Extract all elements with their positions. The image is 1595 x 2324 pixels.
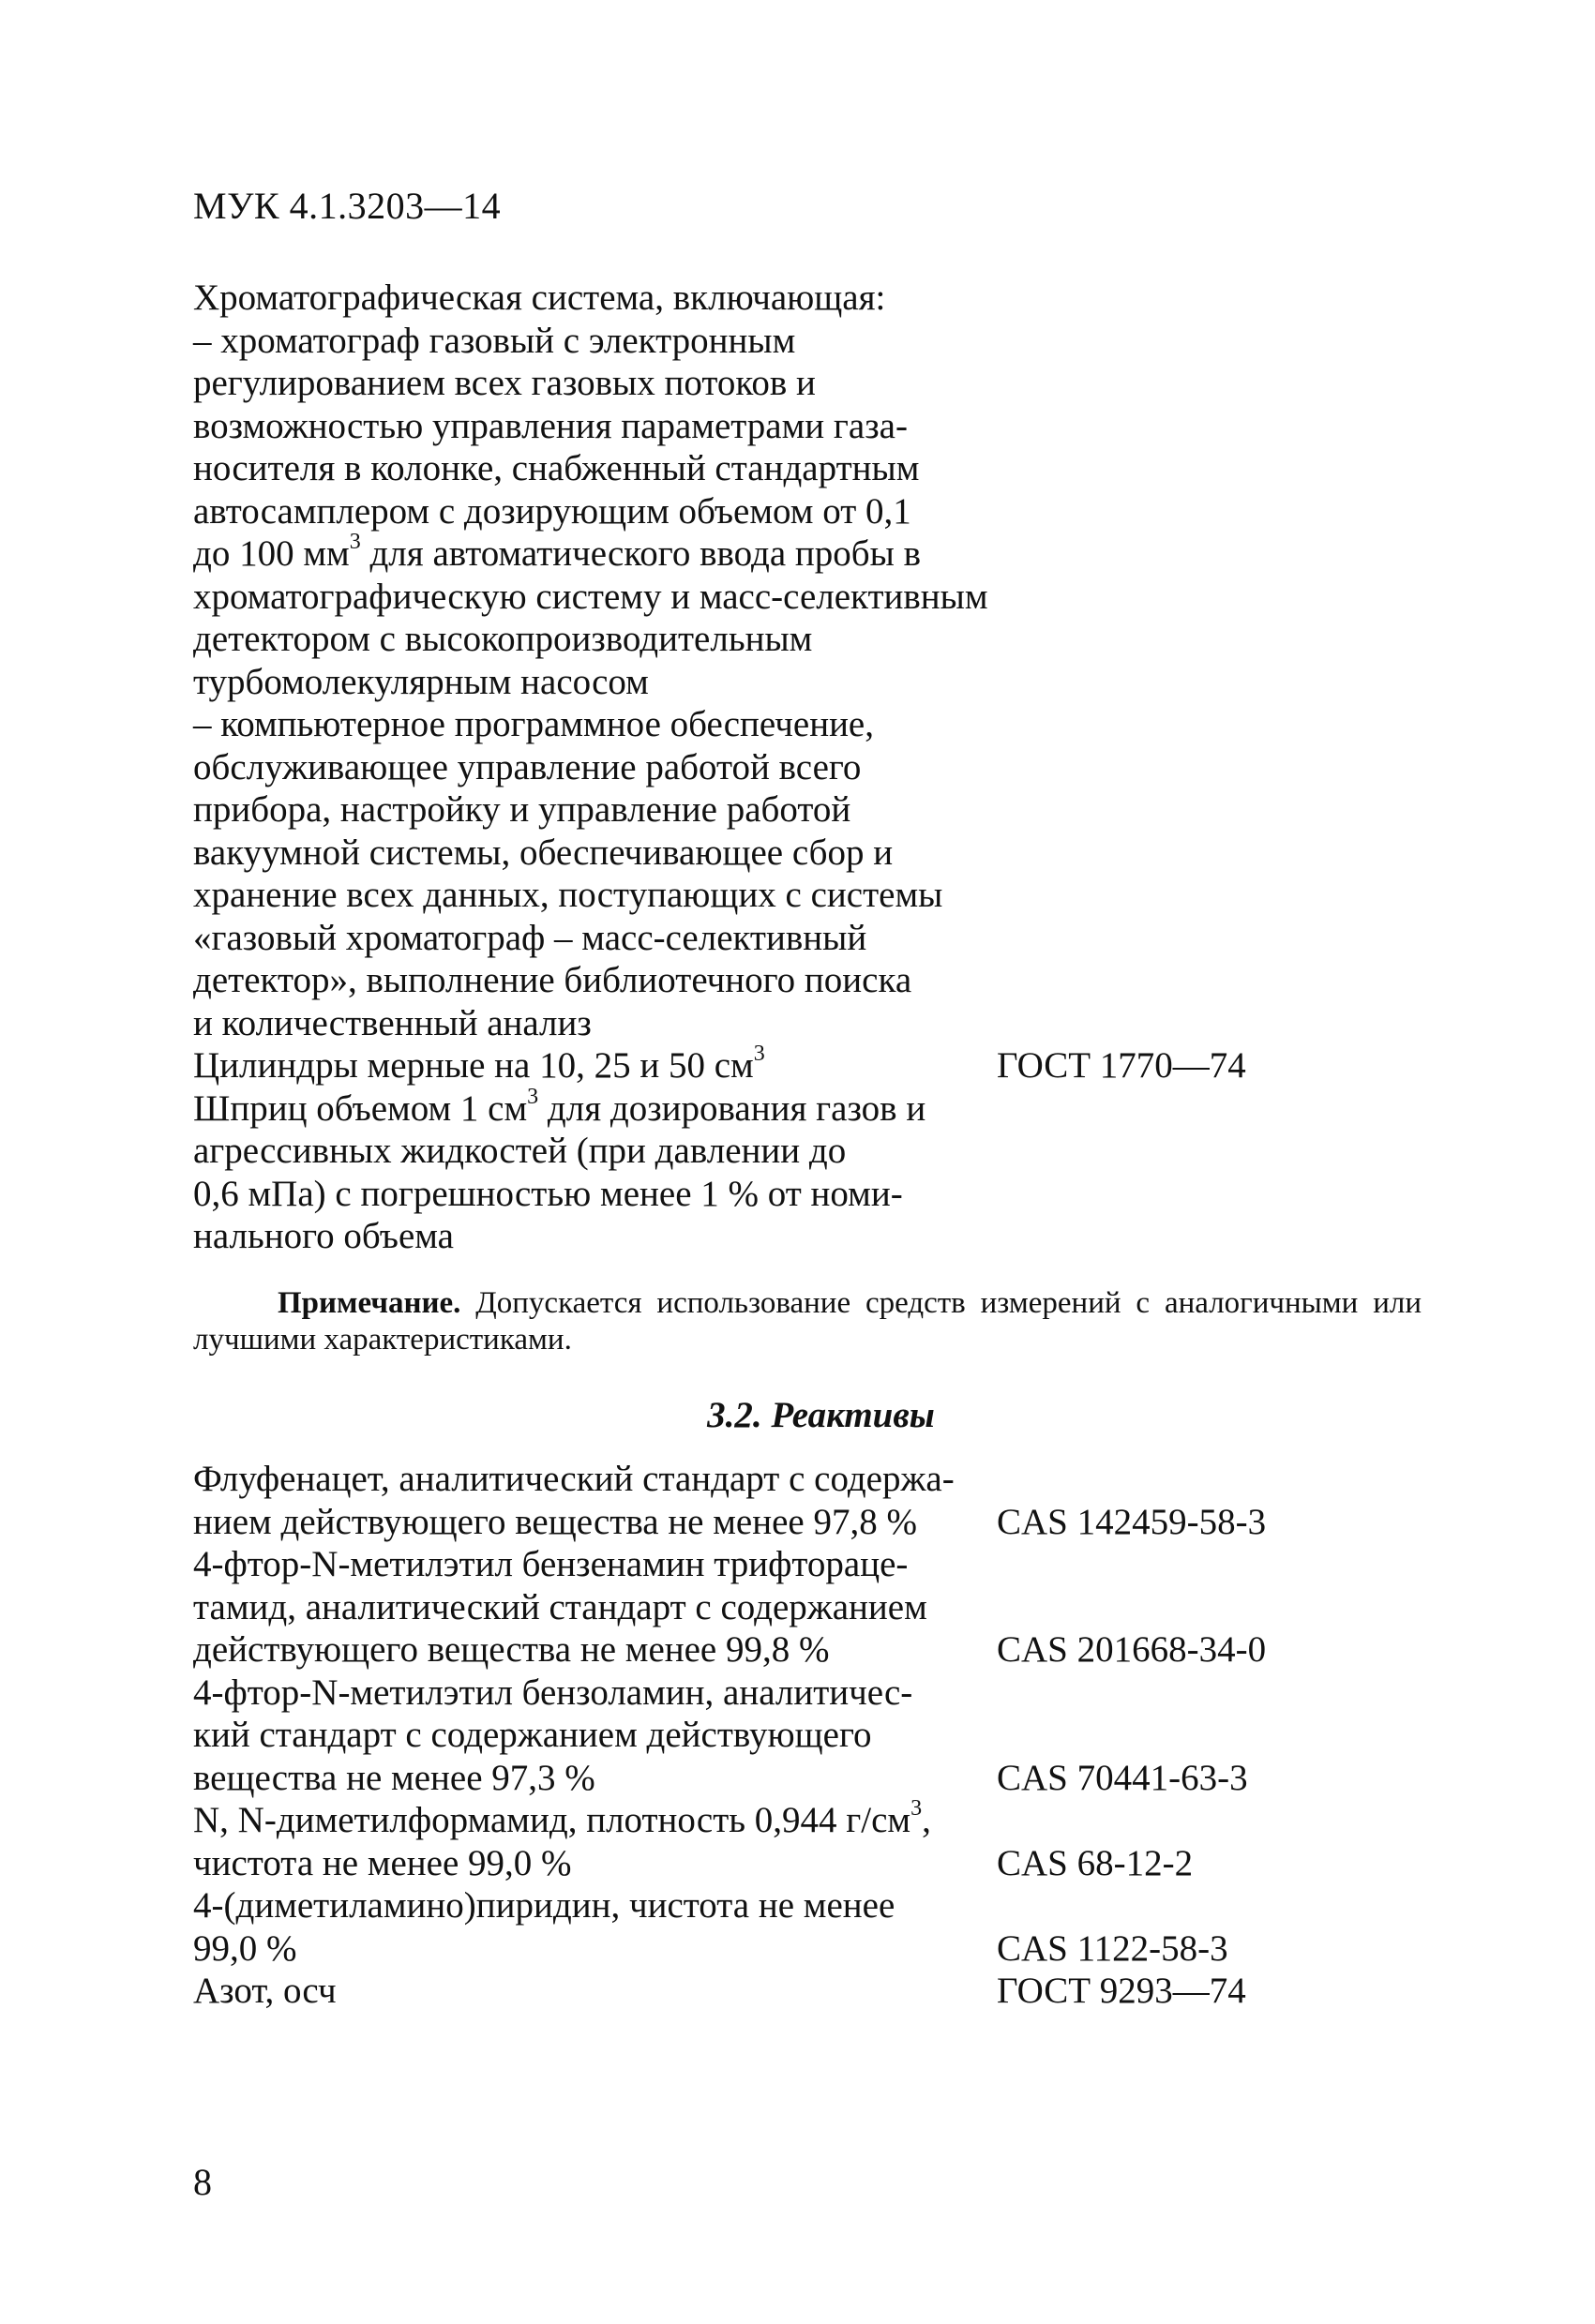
line-text: тамид, аналитический стандарт с содержанием (193, 1586, 927, 1627)
line-text: нального объема (193, 1216, 454, 1256)
equipment-line-text (193, 490, 911, 533)
reagent-line-text (193, 1970, 337, 2013)
equipment-line-text (193, 1044, 765, 1087)
equipment-line (193, 1215, 1412, 1258)
reagent-line-text (193, 1884, 895, 1927)
equipment-line-text (193, 959, 911, 1002)
equipment-line-text (193, 405, 908, 448)
superscript: 3 (349, 530, 361, 554)
reagent-line-text (193, 1672, 912, 1715)
line-text: Азот, осч (193, 1971, 337, 2011)
superscript: 3 (527, 1084, 539, 1109)
reagent-line (193, 1884, 1412, 1927)
line-text: Цилиндры мерные на 10, 25 и 50 см (193, 1045, 754, 1086)
line-text: 99,0 % (193, 1927, 297, 1969)
reagent-line (193, 1757, 1412, 1800)
section-title-reagents: 3.2. Реактивы (707, 1395, 935, 1435)
line-text: действующего вещества не менее 99,8 % (193, 1629, 830, 1670)
equipment-line (193, 1044, 1412, 1087)
equipment-line-text (193, 661, 649, 704)
document-code-header: МУК 4.1.3203—14 (193, 185, 502, 227)
equipment-line-text (193, 1002, 592, 1045)
reagent-line-text (193, 1458, 955, 1501)
reagents-list (193, 1458, 1412, 2013)
line-text: хроматографическую систему и масс-селективным (193, 576, 988, 617)
reagent-line-text (193, 1796, 931, 1842)
note-label: Примечание. (278, 1286, 461, 1320)
line-text: обслуживающее управление работой всего (193, 746, 862, 787)
note-paragraph (193, 1285, 1422, 1358)
line-text: «газовый хроматограф – масс-селективный (193, 917, 867, 958)
equipment-line (193, 277, 1412, 320)
equipment-line-text (193, 917, 866, 960)
line-text: чистота не менее 99,0 % (193, 1842, 572, 1883)
reagent-line-text (193, 1543, 908, 1586)
line-text-continued: для автоматического ввода пробы в (360, 533, 921, 574)
reagent-line-text (193, 1927, 297, 1971)
equipment-line-text (193, 832, 893, 875)
equipment-line (193, 874, 1412, 917)
equipment-line-text (193, 1084, 926, 1131)
equipment-line (193, 447, 1412, 490)
equipment-line-text (193, 788, 850, 832)
reagent-line-text (193, 1757, 595, 1800)
equipment-line (193, 362, 1412, 405)
line-text: – компьютерное программное обеспечение, (193, 704, 874, 744)
line-text: автосамплером с дозирующим объемом от 0,1 (193, 490, 911, 532)
reagent-line (193, 1628, 1412, 1672)
equipment-line-text (193, 746, 861, 789)
line-text: нием действующего вещества не менее 97,8 % (193, 1501, 917, 1542)
equipment-line-text (193, 447, 919, 490)
equipment-line (193, 832, 1412, 875)
line-text-continued: для дозирования газов и (538, 1087, 926, 1129)
line-text: 4-(диметиламино)пиридин, чистота не менее (193, 1885, 895, 1926)
standard-reference: CAS 201668-34-0 (997, 1629, 1267, 1670)
line-text: хранение всех данных, поступающих с системы (193, 875, 943, 915)
line-text: вакуумной системы, обеспечивающее сбор и (193, 832, 894, 873)
equipment-line-text (193, 277, 885, 320)
reagent-line (193, 1672, 1412, 1715)
equipment-line-text (193, 1130, 846, 1173)
line-text: и количественный анализ (193, 1002, 592, 1043)
line-text: детектор», выполнение библиотечного поиска (193, 960, 912, 1000)
line-text: – хроматограф газовый с электронным (193, 320, 796, 361)
line-text: 4-фтор-N-метилэтил бензоламин, аналитичес- (193, 1672, 913, 1713)
equipment-line (193, 618, 1412, 661)
line-text: турбомолекулярным насосом (193, 661, 649, 702)
reagent-line (193, 1586, 1412, 1629)
equipment-line (193, 1084, 1412, 1131)
line-text: Хроматографическая система, включающая: (193, 277, 886, 318)
line-text: регулированием всех газовых потоков и (193, 363, 816, 403)
equipment-line (193, 532, 1412, 576)
equipment-line (193, 703, 1412, 746)
line-text: до 100 мм (193, 533, 350, 574)
equipment-line-text (193, 1173, 903, 1216)
line-text: носителя в колонке, снабженный стандартным (193, 448, 920, 488)
equipment-line-text (193, 618, 812, 661)
reagent-line (193, 1796, 1412, 1842)
equipment-line (193, 661, 1412, 704)
equipment-line (193, 1173, 1412, 1216)
equipment-line (193, 959, 1412, 1002)
line-text: Шприц объемом 1 см (193, 1087, 528, 1129)
standard-reference: CAS 68-12-2 (997, 1842, 1194, 1883)
equipment-line (193, 746, 1412, 789)
equipment-line (193, 917, 1412, 960)
reagent-line-text (193, 1586, 927, 1629)
reagent-line (193, 1458, 1412, 1501)
equipment-line (193, 320, 1412, 363)
equipment-line-text (193, 1215, 454, 1258)
page-number: 8 (193, 2161, 212, 2203)
line-text: 0,6 мПа) с погрешностью менее 1 % от номи- (193, 1173, 903, 1214)
equipment-line-text (193, 532, 921, 576)
equipment-list (193, 277, 1412, 1258)
line-text: кий стандарт с содержанием действующего (193, 1715, 872, 1755)
note-text: Допускается использование средств измерений с аналогичными или лучшими характеристиками. (193, 1286, 1422, 1357)
superscript: 3 (910, 1796, 923, 1821)
reagent-line (193, 1842, 1412, 1885)
line-text-continued: , (922, 1800, 931, 1840)
reagent-line (193, 1501, 1412, 1544)
line-text: возможностью управления параметрами газа- (193, 405, 908, 446)
equipment-line (193, 405, 1412, 448)
equipment-line-text (193, 320, 795, 363)
equipment-line (193, 576, 1412, 619)
line-text: 4-фтор-N-метилэтил бензенамин трифтораце- (193, 1544, 909, 1584)
line-text: агрессивных жидкостей (при давлении до (193, 1131, 847, 1171)
reagent-line (193, 1714, 1412, 1757)
equipment-line-text (193, 703, 874, 746)
line-text: прибора, настройку и управление работой (193, 789, 851, 830)
reagent-line (193, 1927, 1412, 1971)
equipment-line (193, 788, 1412, 832)
standard-reference: ГОСТ 1770—74 (997, 1045, 1246, 1086)
line-text: детектором с высокопроизводительным (193, 619, 813, 659)
superscript: 3 (753, 1042, 765, 1066)
equipment-line (193, 490, 1412, 533)
reagent-line-text (193, 1501, 917, 1544)
reagent-line-text (193, 1714, 871, 1757)
reagent-line (193, 1970, 1412, 2013)
line-text: N, N-диметилформамид, плотность 0,944 г/см (193, 1800, 911, 1840)
equipment-line-text (193, 362, 816, 405)
equipment-line (193, 1130, 1412, 1173)
line-text: вещества не менее 97,3 % (193, 1757, 595, 1798)
reagent-line (193, 1543, 1412, 1586)
standard-reference: CAS 1122-58-3 (997, 1927, 1228, 1969)
equipment-line-text (193, 874, 942, 917)
line-text: Флуфенацет, аналитический стандарт с содержа- (193, 1459, 955, 1499)
reagent-line-text (193, 1842, 572, 1885)
equipment-line-text (193, 576, 988, 619)
standard-reference: CAS 142459-58-3 (997, 1501, 1267, 1542)
standard-reference: ГОСТ 9293—74 (997, 1971, 1246, 2011)
reagent-line-text (193, 1628, 829, 1672)
standard-reference: CAS 70441-63-3 (997, 1757, 1248, 1798)
equipment-line (193, 1002, 1412, 1045)
